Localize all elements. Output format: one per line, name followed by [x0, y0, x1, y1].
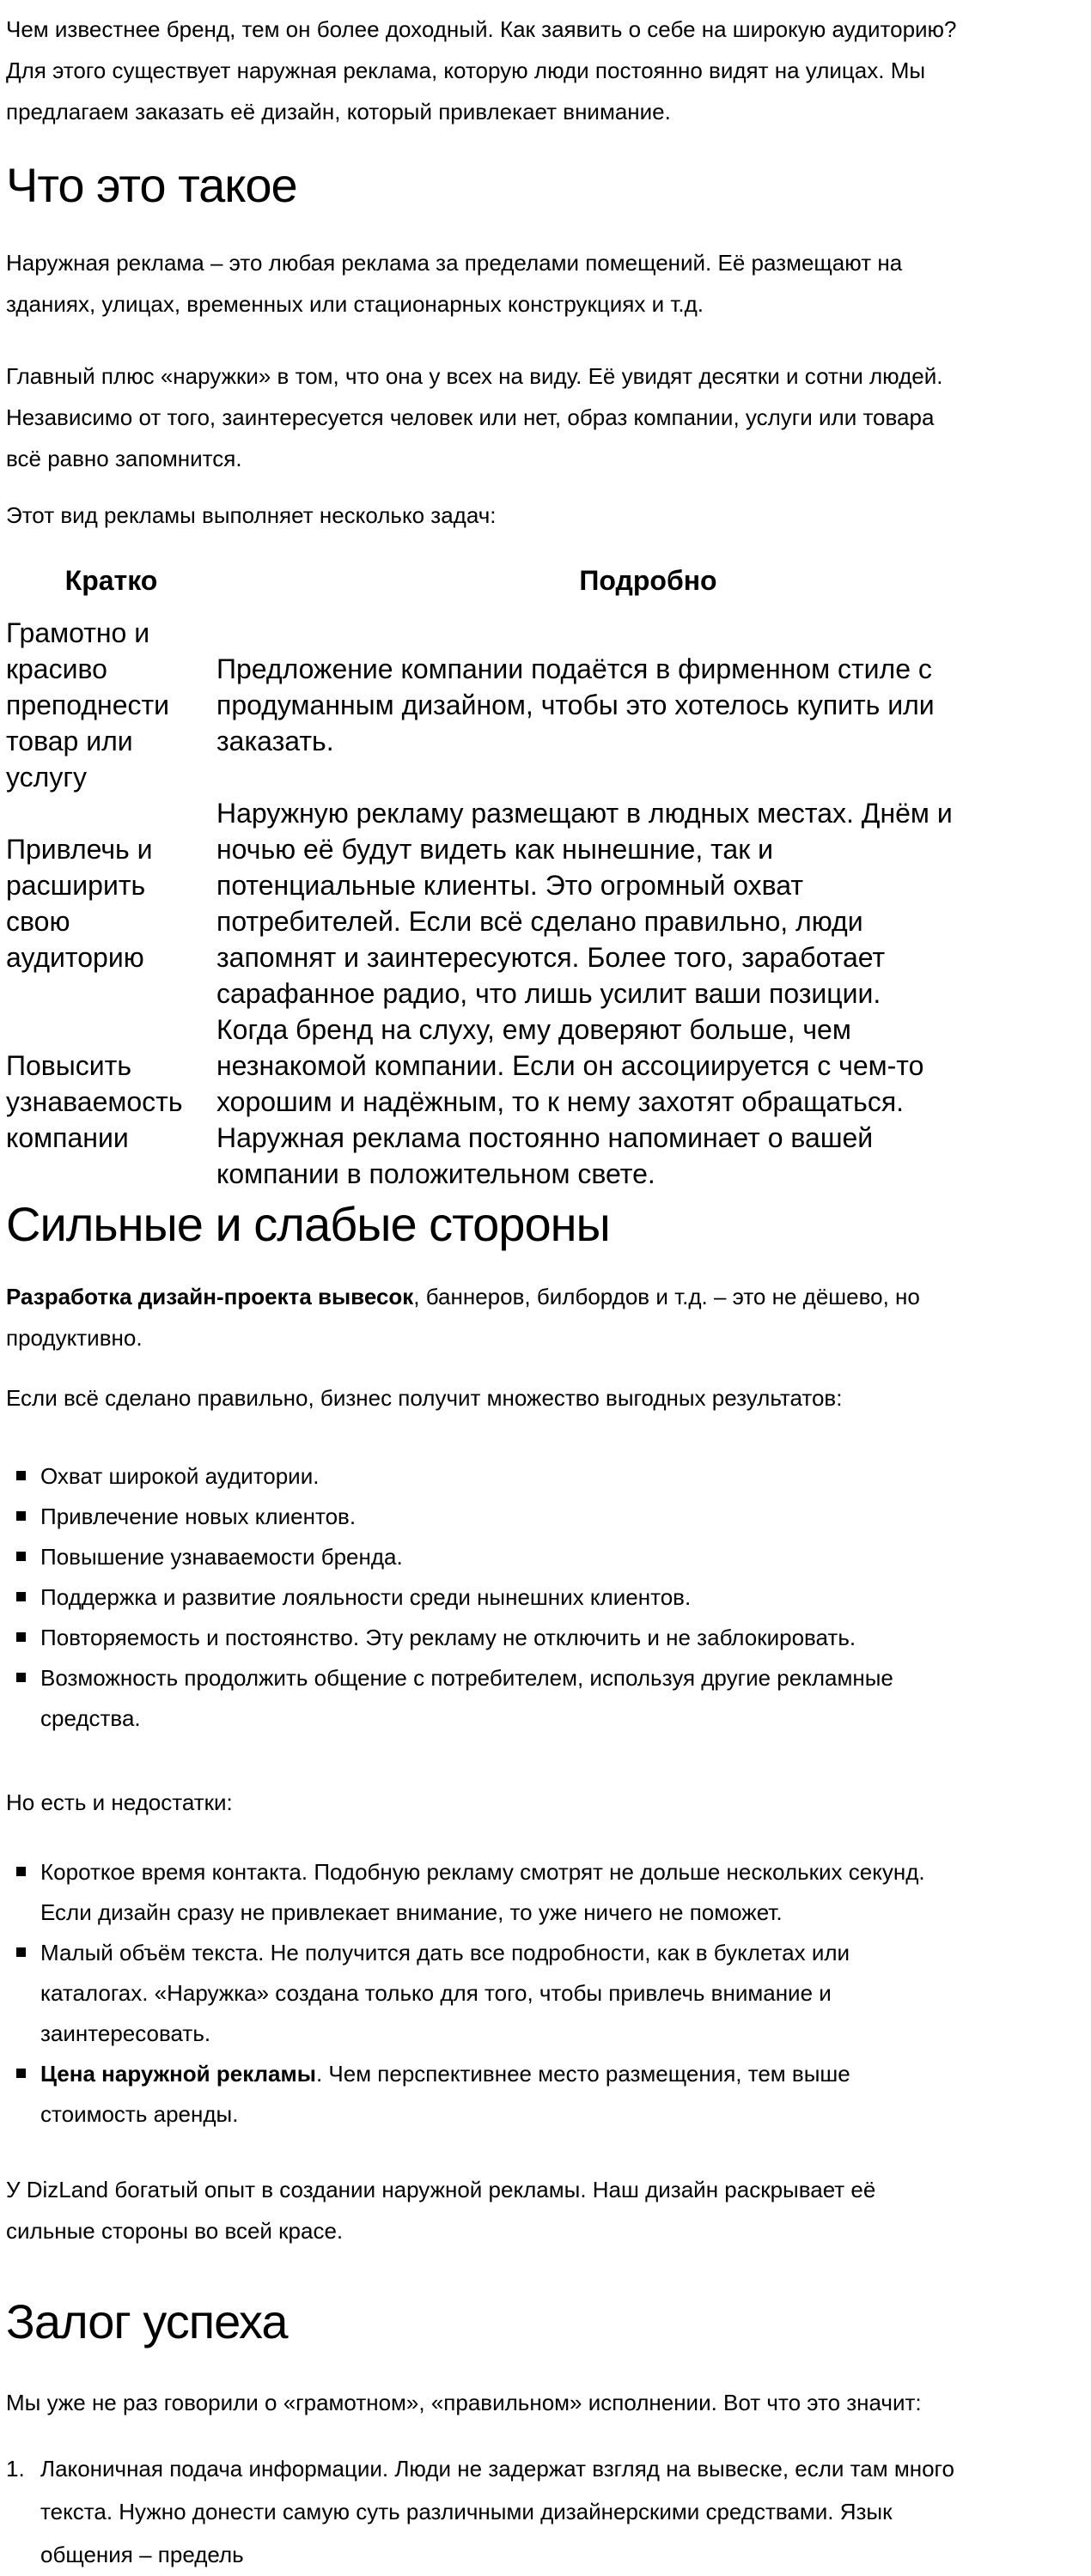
item-number: 1.: [6, 2456, 25, 2482]
table-header-row: [6, 562, 1080, 615]
table-cell-brief: Привлечь и расширить свою аудиторию: [6, 834, 153, 973]
table-cell-brief: Повысить узнаваемость компании: [6, 1050, 183, 1153]
list-item: Привлечение новых клиентов.: [6, 1497, 1082, 1537]
section-title-strengths-weaknesses: Сильные и слабые стороны: [6, 1197, 610, 1251]
list-item: Поддержка и развитие лояльности среди нынешних клиентов.: [6, 1577, 1082, 1618]
table-cell-detail: Когда бренд на слуху, ему доверяют больше, чем незнакомой компании. Если он ассоциируется с чем-то хорошим и надёжным, то к нему захотят обращаться. Наружная реклама постоянно напоминает о вашей компании в положительном свете.: [216, 1014, 924, 1189]
lead-rest-text: . Чем перспективнее место размещения, тем выше: [315, 2061, 850, 2087]
lead-rest-text: , баннеров, билбордов и т.д. – это не дёшево, но: [413, 1284, 920, 1309]
list-item: Возможность продолжить общение с потребителем, используя другие рекламные средства.: [6, 1658, 1082, 1739]
table-cell-brief: Грамотно и красиво преподнести товар или услугу: [6, 617, 170, 793]
cons-list: [6, 1852, 1082, 2135]
table-header-detail: Подробно: [579, 565, 717, 596]
lead-second-line: продуктивно.: [6, 1325, 143, 1351]
paragraph-success-lead: Мы уже не раз говорили о «грамотном», «правильном» исполнении. Вот что это значит:: [6, 2390, 922, 2415]
paragraph-definition: Наружная реклама – это любая реклама за пределами помещений. Её размещают на зданиях, улицах, временных или стационарных конструкциях и т.д.: [6, 250, 903, 317]
bold-lead-text: Разработка дизайн-проекта вывесок: [6, 1284, 414, 1309]
numbered-item: 1. Лаконичная подача информации. Люди не задержат взгляд на вывеске, если там много текста. Нужно донести самую суть различными дизайнерскими средствами. Язык общения – предель: [6, 2447, 1082, 2576]
list-item: Малый объём текста. Не получится дать все подробности, как в буклетах или каталогах. «Наружка» создана только для того, чтобы привлечь внимание и заинтересовать.: [6, 1933, 1082, 2054]
paragraph-dizland: У DizLand богатый опыт в создании наружной рекламы. Наш дизайн раскрывает её сильные стороны во всей красе.: [6, 2177, 876, 2244]
pros-list: [6, 1456, 1082, 1739]
tasks-table: [6, 562, 1080, 1192]
paragraph-design-cost: [6, 1276, 1082, 1358]
section-title-what-it-is: Что это такое: [6, 158, 297, 212]
section-title-success: Залог успеха: [6, 2294, 288, 2348]
intro-paragraph: Чем известнее бренд, тем он более доходный. Как заявить о себе на широкую аудиторию? Для этого существует наружная реклама, которую люди постоянно видят на улицах. Мы предлагаем заказать её дизайн, который привлекает внимание.: [6, 16, 957, 125]
table-cell-detail: Предложение компании подаётся в фирменном стиле с продуманным дизайном, чтобы это хотелось купить или заказать.: [216, 653, 935, 756]
paragraph-tasks-lead: Этот вид рекламы выполняет несколько задач:: [6, 502, 497, 528]
table-row: [6, 1012, 1080, 1192]
list-item: Повышение узнаваемости бренда.: [6, 1537, 1082, 1577]
table-row: [6, 795, 1080, 1012]
paragraph-results-lead: Если всё сделано правильно, бизнес получит множество выгодных результатов:: [6, 1385, 843, 1411]
table-row: [6, 615, 1080, 795]
numbered-list: [6, 2447, 1082, 2576]
table-cell-detail: Наружную рекламу размещают в людных местах. Днём и ночью её будут видеть как нынешние, так и потенциальные клиенты. Это огромный охват потребителей. Если всё сделано правильно, люди запомнят и заинтересуются. Более того, заработает сарафанное радио, что лишь усилит ваши позиции.: [216, 798, 953, 1009]
paragraph-main-plus: Главный плюс «наружки» в том, что она у всех на виду. Её увидят десятки и сотни людей. Независимо от того, заинтересуется человек или нет, образ компании, услуги или товара всё равно запомнится.: [6, 363, 943, 471]
list-item: Повторяемость и постоянство. Эту рекламу не отключить и не заблокировать.: [6, 1618, 1082, 1658]
paragraph-cons-lead: Но есть и недостатки:: [6, 1789, 233, 1815]
list-item: [6, 2054, 1082, 2135]
lead-second-line: стоимость аренды.: [40, 2101, 239, 2127]
list-item: Охват широкой аудитории.: [6, 1456, 1082, 1497]
bold-lead-text: Цена наружной рекламы: [40, 2061, 316, 2087]
table-header-brief: Кратко: [64, 565, 158, 596]
list-item: Короткое время контакта. Подобную рекламу смотрят не дольше нескольких секунд. Если дизайн сразу не привлекает внимание, то уже ничего не поможет.: [6, 1852, 1082, 1933]
